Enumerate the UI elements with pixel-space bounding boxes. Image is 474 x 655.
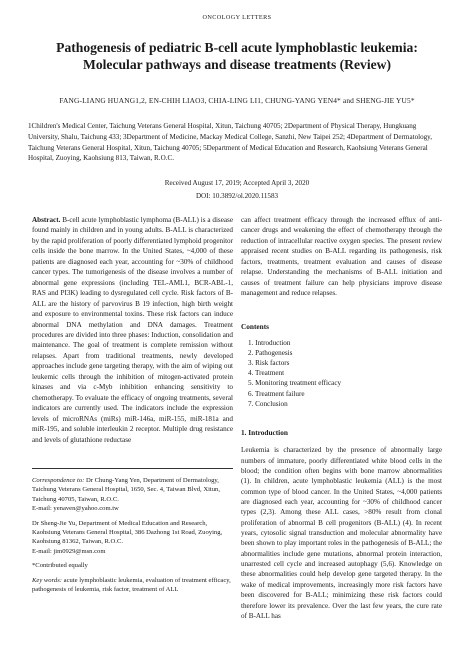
correspondence-email-1[interactable]: E-mail: yenaven@yahoo.com.tw xyxy=(32,505,119,513)
received-accepted: Received August 17, 2019; Accepted April 3, 2020 xyxy=(164,179,310,187)
introduction-heading: 1. Introduction xyxy=(241,428,288,437)
footnote-divider xyxy=(32,468,233,469)
contents-list xyxy=(241,338,442,409)
abstract-continued: can affect treatment efficacy through the increased efflux of anti-cancer drugs and weakening the effect of chemotherapy through the reduction of intracellular reactive oxygen species. The present review appraised recent studies on B-ALL regarding its pathogenesis, risk factors, treatments, treatment evaluation and causes of disease relapse. Understanding the mechanisms of B-ALL initiation and causes of treatment failure can help physicians improve disease management and reduce relapses. xyxy=(241,216,442,298)
abstract-left-column xyxy=(32,215,233,445)
correspondence-label: Correspondence to: xyxy=(32,477,85,484)
article-dates xyxy=(0,177,474,203)
keywords-label: Key words: xyxy=(32,576,62,584)
abstract-right-column xyxy=(241,215,442,299)
contributed-equally: *Contributed equally xyxy=(32,562,88,570)
contents-item[interactable]: 1. Introduction xyxy=(248,339,291,348)
contents-item[interactable]: 6. Treatment failure xyxy=(248,389,305,398)
keywords xyxy=(32,576,233,595)
correspondence-block xyxy=(32,476,233,599)
contents-item[interactable]: 5. Monitoring treatment efficacy xyxy=(248,379,342,388)
affiliations xyxy=(28,121,448,164)
correspondence-email-2[interactable]: E-mail: jim0929@msn.com xyxy=(32,547,106,555)
contents-item[interactable]: 7. Conclusion xyxy=(248,399,288,408)
contents-item[interactable]: 3. Risk factors xyxy=(248,359,290,368)
abstract-label: Abstract. xyxy=(32,216,61,224)
correspondence-2 xyxy=(32,519,233,557)
correspondence-address-2: Dr Sheng-Jie Yu, Department of Medical Education and Research, Kaohsiung Veterans General Hospital, 386 Dazhong 1st Road, Zuoying, Kaohsiung 81362, Taiwan, R.O.C. xyxy=(32,519,223,546)
introduction-text: Leukemia is characterized by the presence of abnormally large numbers of immature, poorly differentiated white blood cells in the blood; the condition often begins with bone marrow abnormalities (1). In children, acute lymphoblastic leukemia (ALL) is the most common type of blood cancer. In the United States, ~4,000 patients are diagnosed each year, accounting for ~30% of childhood cancer types (2,3). Among these ALL cases, >80% result from clonal proliferation of abnormal B cell progenitors (B-ALL) (4). In recent years, cytosolic signal transduction and molecular abnormality have been shown to play important roles in the pathogenesis of B-ALL; the abnormalities include gene mutations, abnormal protein interaction, unarrested cell cycle and increased autophagy (5,6). Knowledge on these abnormalities could help develop gene targeted therapy. In the wake of medical improvements, increasingly more risk factors have been discovered for B-ALL; minimizing these risk factors could therefore lower its prevalence. Over the last few years, the cure rate of B-ALL has xyxy=(241,446,442,620)
article-title: Pathogenesis of pediatric B-cell acute lymphoblastic leukemia: Molecular pathways and disease treatments (Review) xyxy=(56,40,418,72)
journal-header: ONCOLOGY LETTERS xyxy=(202,14,272,21)
introduction-section xyxy=(241,428,442,621)
contents-heading: Contents xyxy=(241,322,269,331)
author-list: FANG-LIANG HUANG1,2, EN-CHIH LIAO3, CHIA-LING LI1, CHUNG-YANG YEN4* and SHENG-JIE YU5* xyxy=(59,96,415,105)
contents-section xyxy=(241,322,442,409)
contents-item[interactable]: 4. Treatment xyxy=(248,369,285,378)
correspondence-1 xyxy=(32,476,233,514)
correspondence-address-1: Dr Chung-Yang Yen, Department of Dermatology, Taichung Veterans General Hospital, 1650, Sec. 4, Taiwan Blvd, Xitun, Taichung 40705, Taiwan, R.O.C. xyxy=(32,477,220,503)
abstract-paragraph xyxy=(32,215,233,445)
keywords-text: acute lymphoblastic leukemia, evaluation of treatment efficacy, pathogenesis of leukemia, risk factor, treatment of ALL xyxy=(32,576,231,594)
doi[interactable]: DOI: 10.3892/ol.2020.11583 xyxy=(195,192,279,200)
affiliation-text: 1Children's Medical Center, Taichung Veterans General Hospital, Xitun, Taichung 40705; 2Department of Physical Therapy, Hungkuang University, Shalu, Taichung 433; 3Department of Medicine, Mackay Medical College, Sanzhi, New Taipei 252; 4Department of Dermatology, Taichung Veterans General Hospital, Xitun, Taichung 40705; 5Department of Medical Education and Research, Kaohsiung Veterans General Hospital, Zuoying, Kaohsiung 813, Taiwan, R.O.C. xyxy=(28,122,433,163)
abstract-text: B-cell acute lymphoblastic lymphoma (B-ALL) is a disease found mainly in children and in young adults. B-ALL is characterized by the rapid proliferation of poorly differentiated lymphoid progenitor cells inside the bone marrow. In the United States, ~4,000 of these patients are diagnosed each year, accounting for ~30% of childhood cancer types. The tumorigenesis of the disease involves a number of abnormal gene expressions (including TEL-AML1, BCR-ABL-1, RAS and PI3K) leading to dysregulated cell cycle. Risk factors of B-ALL are the history of parvovirus B 19 infection, high birth weight and exposure to environmental toxins. These risk factors can induce abnormal DNA methylation and DNA damages. Treatment procedures are divided into three phases: Induction, consolidation and maintenance. The goal of treatment is complete remission without relapses. Apart from traditional treatments, newly developed approaches include gene targeting therapy, with the aim of wiping out leukemic cells through the inhibition of mitogen-activated protein kinases and via c-Myb inhibition enhancing sensitivity to chemotherapy. To evaluate the efficacy of ongoing treatments, several indicators are currently used. The indicators include the expression levels of microRNAs (miRs) miR-146a, miR-155, miR-181a and miR-195, and soluble interleukin 2 receptor. Multiple drug resistance and levels of glutathione reductase xyxy=(32,216,233,444)
contents-item[interactable]: 2. Pathogenesis xyxy=(248,349,293,358)
